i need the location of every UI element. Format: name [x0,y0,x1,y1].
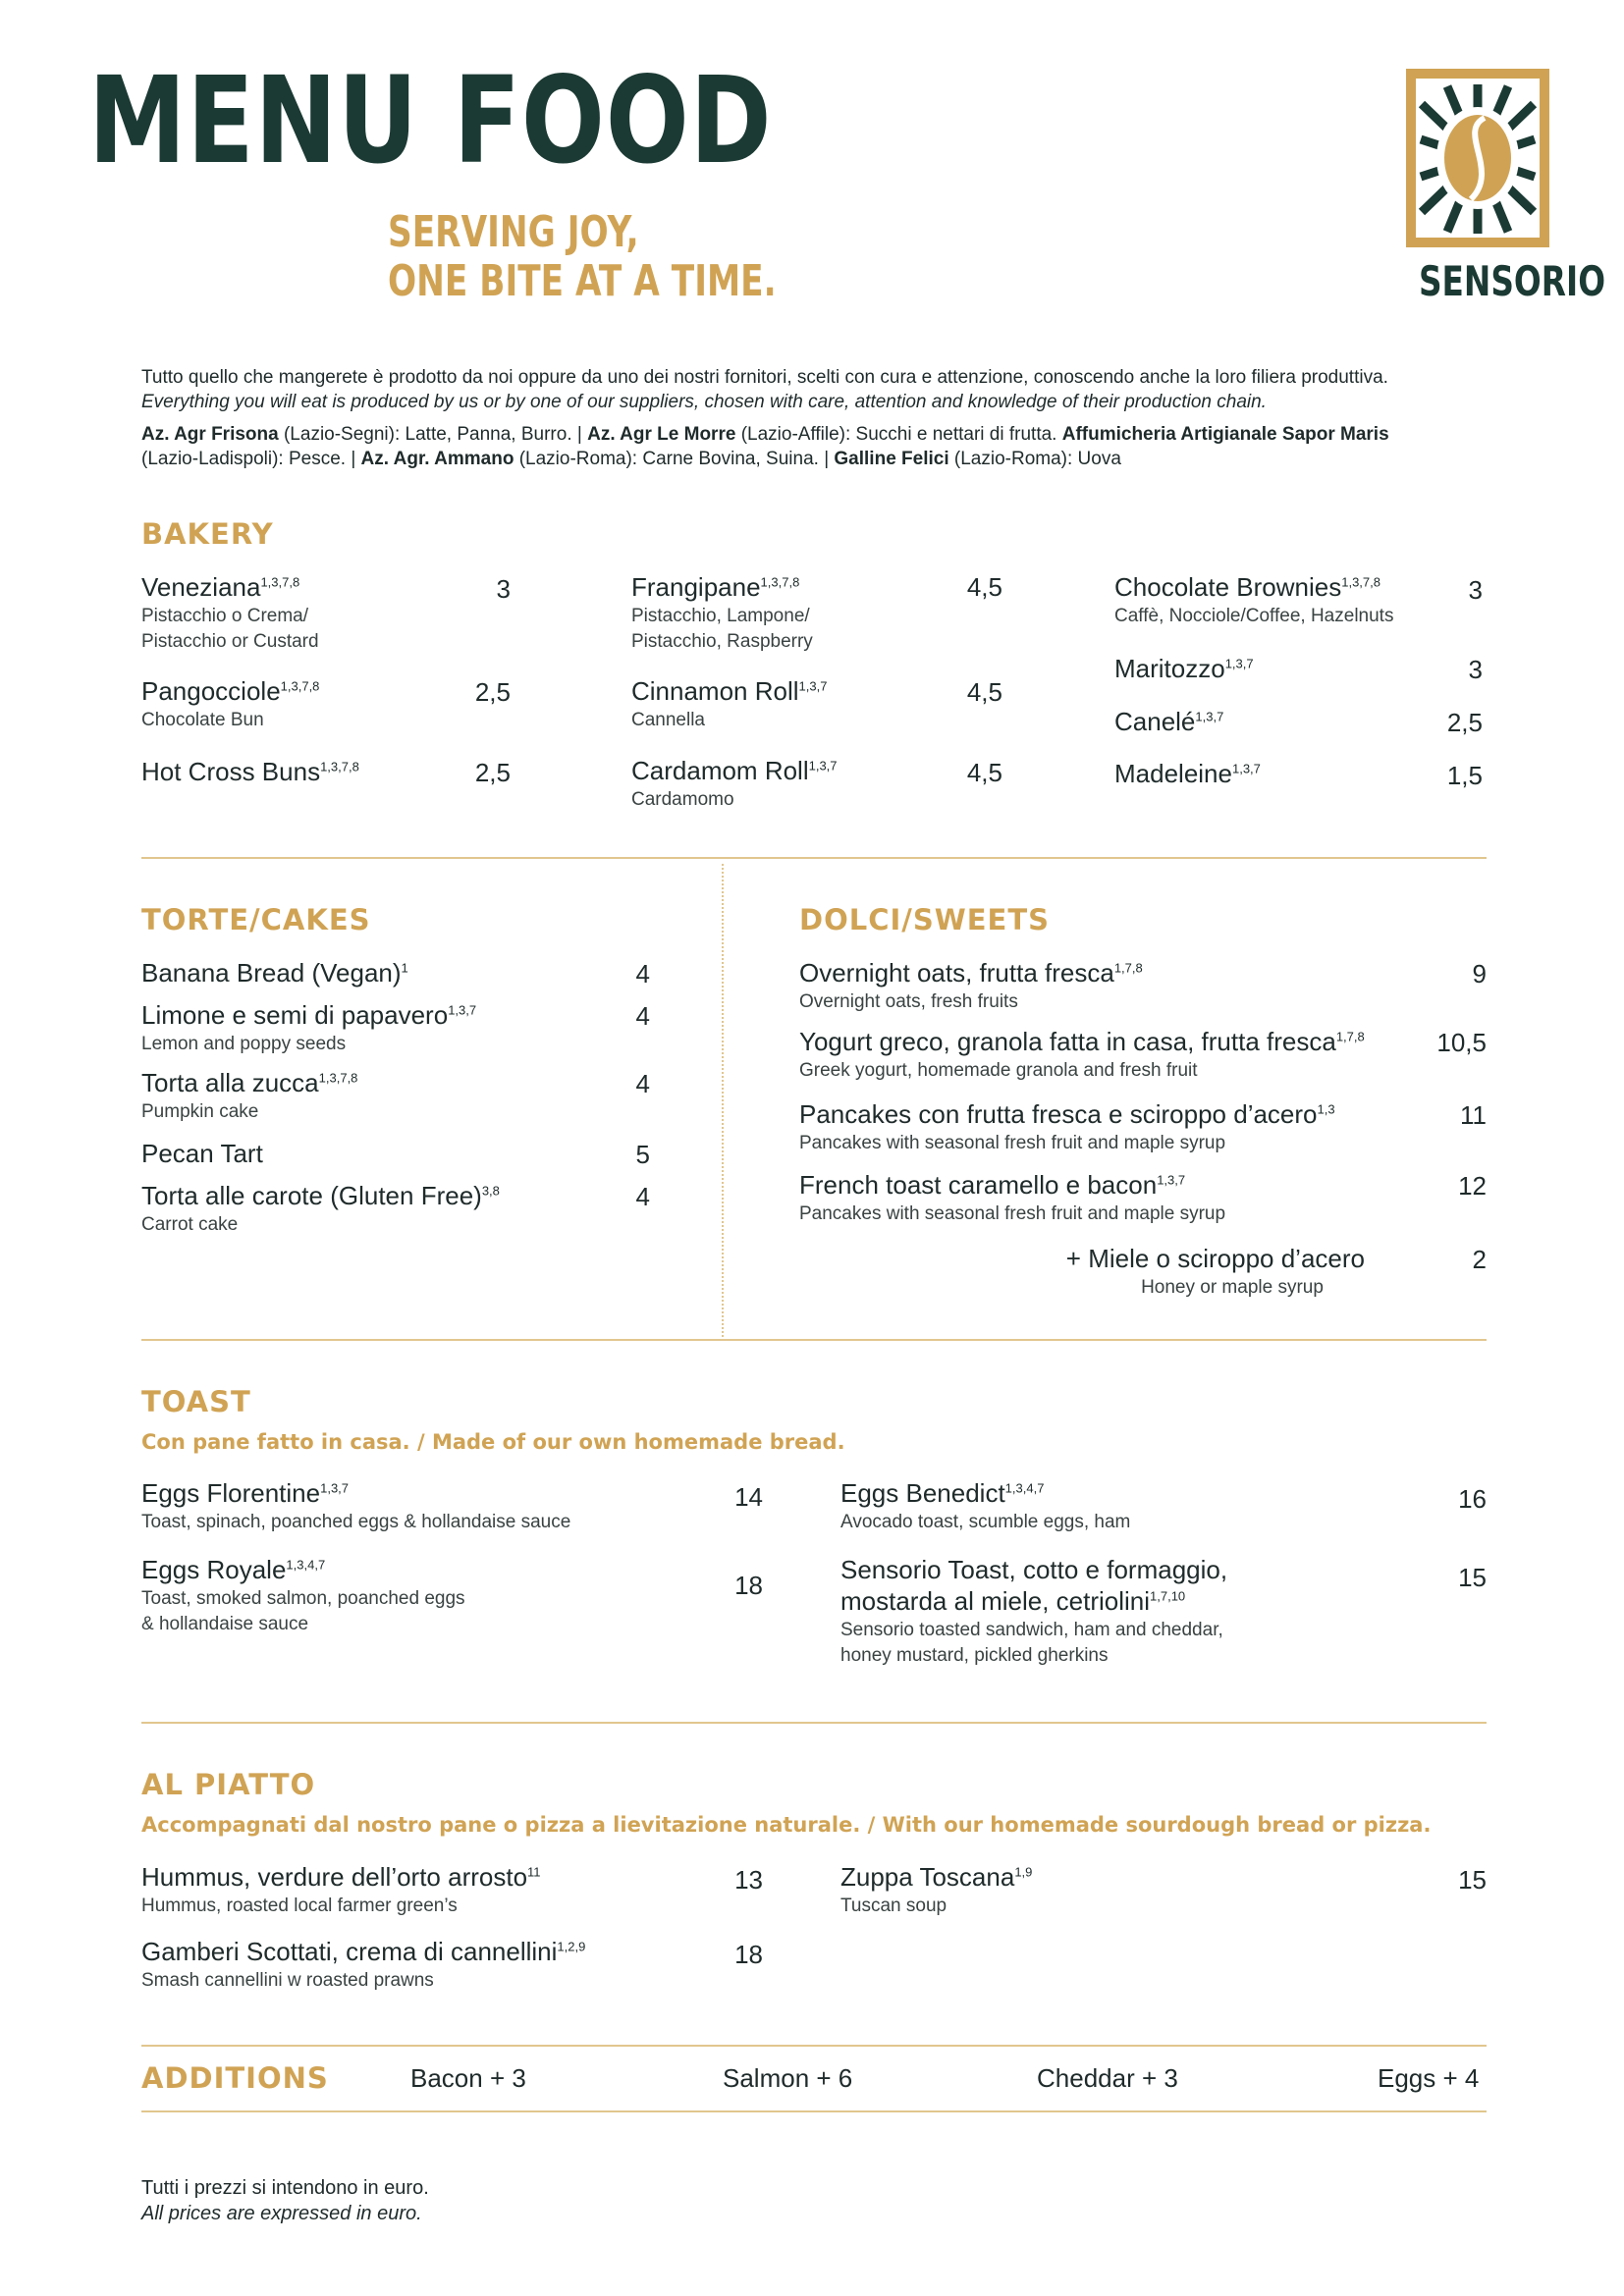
section-title-bakery: BAKERY [141,517,274,551]
sensorio-logo [1406,69,1549,252]
menu-item [141,999,476,1056]
item-price: 18 [734,1571,763,1600]
menu-item [141,571,319,654]
price-note [141,2175,429,2226]
allergens: 1,7,8 [1113,960,1143,976]
item-desc: Cannella [631,710,705,730]
menu-item [799,957,1143,1014]
item-desc: Toast, spinach, poanched eggs & hollandaise sauce [141,1512,571,1532]
item-name: Pecan Tart [141,1139,263,1168]
item-price: 3 [1468,655,1483,684]
item-name: Torta alle carote (Gluten Free) [141,1181,482,1210]
item-desc: Hummus, roasted local farmer green’s [141,1896,458,1916]
allergens: 1,3,7 [448,1002,477,1018]
supplier-detail: (Lazio-Affile): Succhi e nettari di frutta. [735,424,1062,445]
tagline-line-2: ONE BITE AT A TIME. [388,256,777,306]
addition-item: Bacon + 3 [410,2063,526,2093]
supplier-detail: (Lazio-Roma): Uova [948,449,1121,469]
section-title-piatto: AL PIATTO [141,1768,316,1801]
section-title-toast: TOAST [141,1385,251,1418]
item-price: 2 [1472,1245,1487,1274]
supplier-detail: (Lazio-Roma): Carne Bovina, Suina. | [514,449,835,469]
allergens: 1,3,7 [808,758,838,774]
allergens: 1,3,7 [1224,656,1254,671]
item-name: Eggs Benedict [840,1478,1005,1508]
item-price: 1,5 [1446,761,1483,790]
item-price: 3 [1468,575,1483,605]
item-desc: Pancakes with seasonal fresh fruit and maple syrup [799,1203,1226,1224]
allergens: 11 [527,1864,541,1880]
menu-item [631,755,838,812]
item-desc: Pistacchio or Custard [141,631,319,652]
menu-item [631,675,827,732]
section-title-additions: ADDITIONS [141,2061,329,2095]
item-price: 4 [635,1069,650,1098]
item-desc: honey mustard, pickled gherkins [840,1645,1109,1666]
menu-item [141,756,359,787]
allergens: 1,2,9 [557,1939,586,1954]
addition-item: Cheddar + 3 [1037,2063,1178,2093]
item-name: Maritozzo [1114,654,1225,683]
intro-italian: Tutto quello che mangerete è prodotto da noi oppure da uno dei nostri fornitori, scelti con cura e attenzione, conoscendo anche la loro filiera produttiva. [141,367,1388,388]
item-price: 16 [1458,1484,1487,1514]
tagline [388,208,777,306]
allergens: 1,3 [1317,1101,1335,1117]
item-price: 9 [1472,959,1487,988]
item-name: Pancakes con frutta fresca e sciroppo d’acero [799,1099,1318,1129]
item-desc: Carrot cake [141,1214,239,1235]
item-desc: Caffè, Nocciole/Coffee, Hazelnuts [1114,606,1394,626]
item-price: 4,5 [966,758,1002,787]
item-name: Cardamom Roll [631,756,809,785]
item-price: 4,5 [966,677,1002,707]
addition-item: Eggs + 4 [1378,2063,1480,2093]
item-desc: Pistacchio, Lampone/ [631,606,810,626]
allergens: 1,9 [1014,1864,1033,1880]
price-note-english: All prices are expressed in euro. [141,2203,422,2224]
menu-item [141,1067,357,1124]
allergens: 1,7,8 [1335,1029,1365,1044]
menu-item [799,1098,1335,1155]
item-name: Yogurt greco, granola fatta in casa, frutta fresca [799,1027,1336,1056]
allergens: 1,3,7,8 [318,1070,358,1086]
item-price: 18 [734,1940,763,1969]
item-price: 4 [635,959,650,988]
item-desc: Honey or maple syrup [1141,1277,1324,1298]
item-name: Frangipane [631,572,761,602]
item-desc: Toast, smoked salmon, poanched eggs [141,1588,465,1609]
menu-item [141,1554,465,1636]
item-desc: Lemon and poppy seeds [141,1034,347,1054]
supplier-name: Az. Agr Le Morre [587,424,736,445]
item-name: Eggs Florentine [141,1478,321,1508]
addition-item: Salmon + 6 [723,2063,853,2093]
item-name: Overnight oats, frutta fresca [799,958,1114,988]
item-price: 5 [635,1140,650,1169]
item-name: Madeleine [1114,759,1232,788]
supplier-list [141,422,1516,471]
item-desc: Cardamomo [631,789,734,810]
item-name: Zuppa Toscana [840,1862,1015,1892]
item-desc: Pancakes with seasonal fresh fruit and maple syrup [799,1133,1226,1153]
coffee-bean-sun-icon [1406,69,1549,247]
item-desc: & hollandaise sauce [141,1614,309,1634]
supplier-name: Galline Felici [834,449,949,469]
price-note-italian: Tutti i prezzi si intendono in euro. [141,2177,429,2199]
supplier-detail: (Lazio-Segni): Latte, Panna, Burro. | [278,424,588,445]
item-price: 15 [1458,1865,1487,1895]
section-title-cakes: TORTE/CAKES [141,903,371,936]
item-name: Banana Bread (Vegan) [141,958,402,988]
allergens: 1,3,7 [1231,761,1261,776]
item-name: Sensorio Toast, cotto e formaggio, [840,1555,1228,1584]
supplier-name: Az. Agr Frisona [141,424,279,445]
item-name: Hummus, verdure dell’orto arrosto [141,1862,528,1892]
item-price: 2,5 [474,677,511,707]
item-price: 10,5 [1436,1028,1487,1057]
item-price: 3 [496,574,511,604]
menu-item [1114,758,1261,789]
item-desc: Pumpkin cake [141,1101,259,1122]
divider [141,2110,1487,2112]
item-price: 12 [1458,1171,1487,1201]
item-desc: Sensorio toasted sandwich, ham and cheddar, [840,1620,1223,1640]
item-price: 4,5 [966,572,1002,602]
menu-item [141,1138,263,1169]
menu-item [1114,571,1393,628]
allergens: 1,3,7,8 [760,574,800,590]
allergens: 1,3,4,7 [286,1557,326,1573]
item-price: 15 [1458,1563,1487,1592]
intro-english: Everything you will eat is produced by us or by one of our suppliers, chosen with care, attention and knowledge of their production chain. [141,392,1267,412]
allergens: 1,3,4,7 [1004,1480,1045,1496]
menu-item [141,1180,500,1237]
allergens: 1,3,7 [320,1480,350,1496]
item-name: Pangocciole [141,676,281,706]
allergens: 1 [401,960,408,976]
item-price: 4 [635,1182,650,1211]
item-price: 2,5 [1446,708,1483,737]
item-name: Veneziana [141,572,261,602]
allergens: 3,8 [481,1183,500,1199]
menu-item [141,957,408,988]
item-name: Canelé [1114,707,1196,736]
item-name: Chocolate Brownies [1114,572,1342,602]
divider [141,2045,1487,2047]
menu-item [141,1477,570,1534]
supplier-name: Az. Agr. Ammano [360,449,514,469]
item-desc: Smash cannellini w roasted prawns [141,1970,434,1991]
section-subtitle-toast: Con pane fatto in casa. / Made of our own homemade bread. [141,1430,845,1454]
item-price: 11 [1460,1100,1487,1130]
item-price: 2,5 [474,758,511,787]
allergens: 1,7,10 [1150,1588,1186,1604]
menu-item [141,675,319,732]
menu-item [631,571,813,654]
menu-item [840,1861,1032,1918]
menu-item-extra [1041,1243,1365,1300]
tagline-line-1: SERVING JOY, [388,207,639,257]
item-desc: Tuscan soup [840,1896,947,1916]
allergens: 1,3,7,8 [320,759,359,774]
supplier-name: Affumicheria Artigianale Sapor Maris [1061,424,1389,445]
page-title: MENU FOOD [88,51,773,190]
item-desc: Overnight oats, fresh fruits [799,991,1018,1012]
menu-item [799,1169,1225,1226]
section-subtitle-piatto: Accompagnati dal nostro pane o pizza a lievitazione naturale. / With our homemade sourdough bread or pizza. [141,1813,1432,1837]
divider [141,1339,1487,1341]
menu-item [141,1936,585,1993]
brand-name: SENSORIO [1418,257,1606,305]
supplier-detail: (Lazio-Ladispoli): Pesce. | [141,449,361,469]
allergens: 1,3,7,8 [280,678,320,694]
item-price: 4 [635,1001,650,1031]
divider [141,1722,1487,1724]
item-price: 14 [734,1482,763,1512]
allergens: 1,3,7 [798,678,828,694]
section-title-sweets: DOLCI/SWEETS [799,903,1051,936]
item-name: + Miele o sciroppo d’acero [1065,1244,1365,1273]
menu-item [141,1861,541,1918]
item-name: Limone e semi di papavero [141,1000,449,1030]
item-desc: Avocado toast, scumble eggs, ham [840,1512,1131,1532]
divider [141,857,1487,859]
menu-item [799,1026,1365,1083]
allergens: 1,3,7 [1195,709,1224,724]
item-desc: Pistacchio, Raspberry [631,631,813,652]
menu-item [1114,706,1223,737]
column-divider [722,864,724,1341]
menu-item [1114,653,1254,684]
item-name: Eggs Royale [141,1555,287,1584]
item-name: Hot Cross Buns [141,757,321,786]
menu-item [840,1554,1227,1668]
item-desc: Greek yogurt, homemade granola and fresh fruit [799,1060,1198,1081]
item-name: French toast caramello e bacon [799,1170,1158,1200]
menu-item [840,1477,1130,1534]
allergens: 1,3,7 [1157,1172,1186,1188]
item-name-cont: mostarda al miele, cetriolini [840,1586,1151,1616]
item-name: Gamberi Scottati, crema di cannellini [141,1937,558,1966]
item-desc: Chocolate Bun [141,710,264,730]
allergens: 1,3,7,8 [260,574,300,590]
allergens: 1,3,7,8 [1341,574,1380,590]
item-desc: Pistacchio o Crema/ [141,606,309,626]
intro-text [141,365,1516,471]
item-price: 13 [734,1865,763,1895]
item-name: Cinnamon Roll [631,676,799,706]
item-name: Torta alla zucca [141,1068,319,1097]
